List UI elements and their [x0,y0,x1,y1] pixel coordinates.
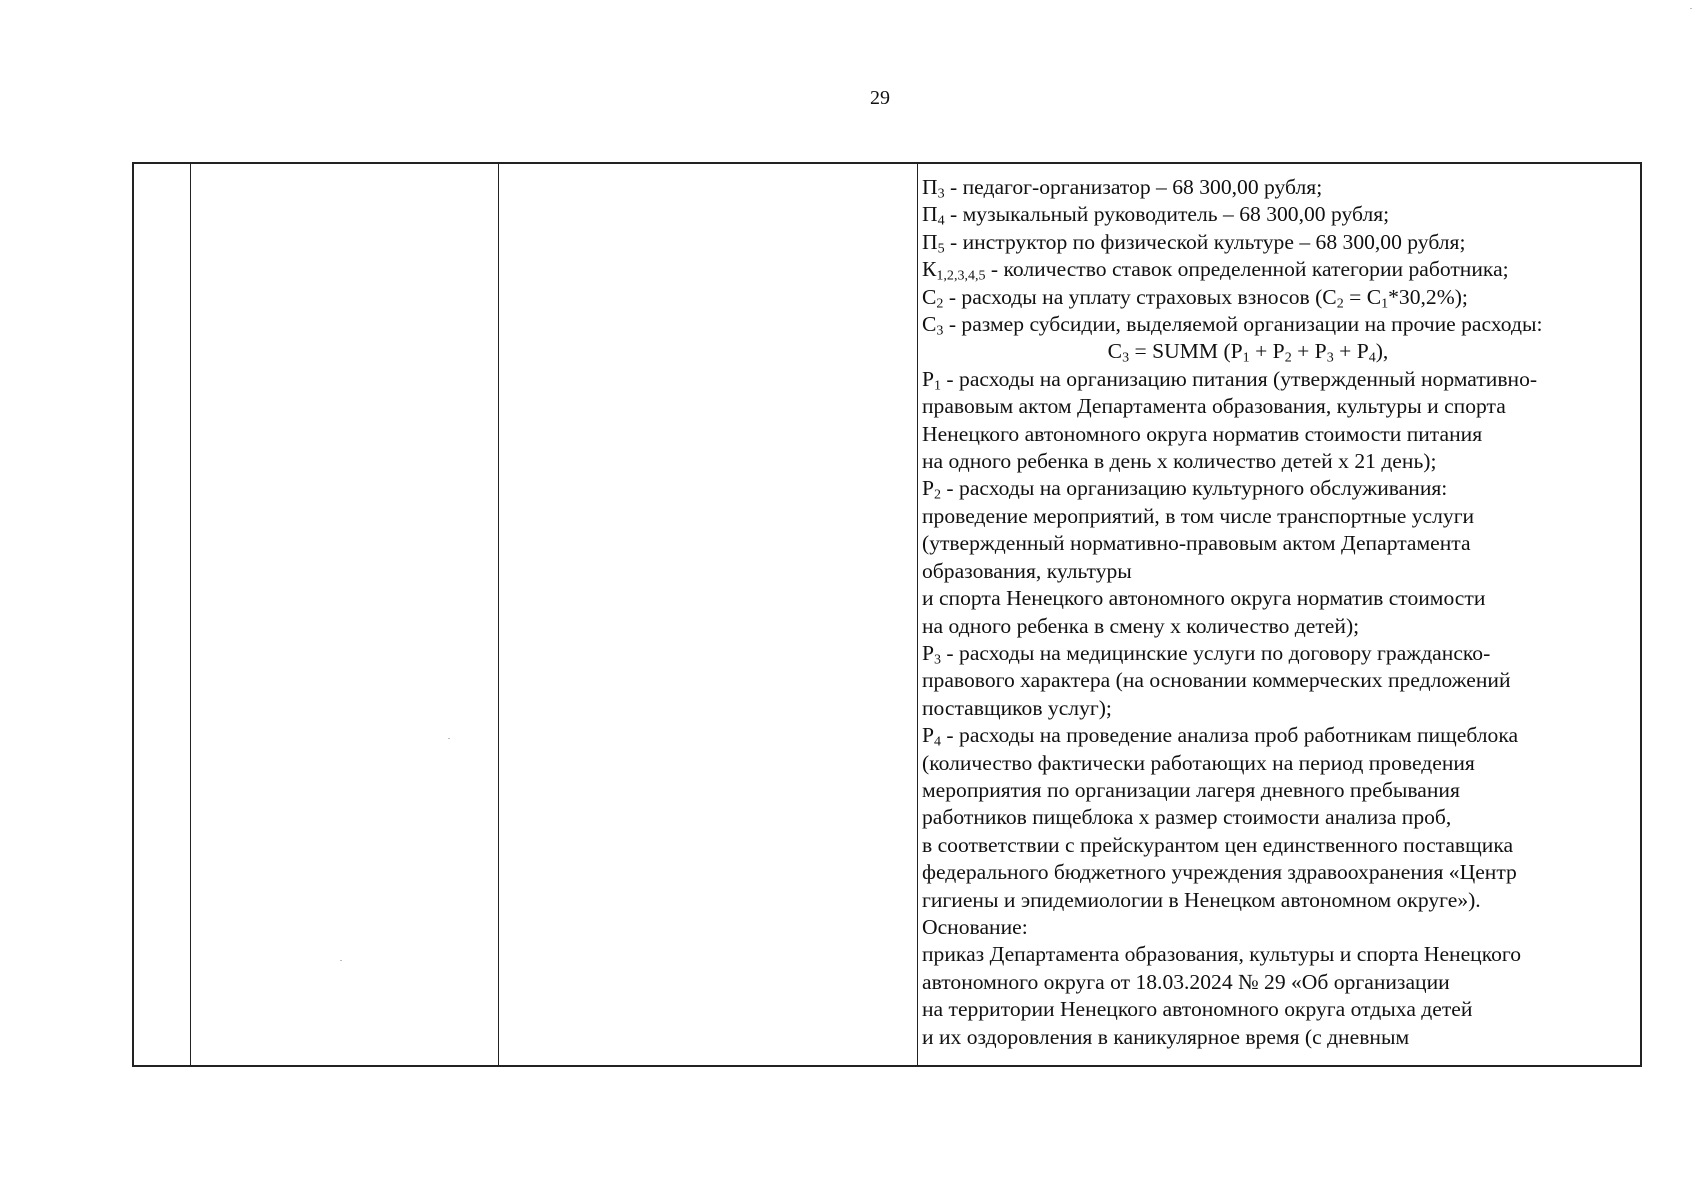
text-line [922,695,1634,722]
subscript-index: 1 [1381,295,1389,312]
text-line [922,475,1634,502]
text-fragment: - педагог-организатор – 68 300,00 рубля; [944,175,1323,199]
text-fragment: - расходы на уплату страховых взносов (С [943,284,1337,309]
scan-speck [1690,8,1692,9]
subscript-index: 3 [934,651,942,668]
column-divider-2 [498,164,499,1065]
text-fragment: правового характера (на основании коммерческих предложений [922,668,1511,693]
text-fragment: Р [922,476,935,501]
text-fragment: - расходы на организацию культурного обслуживания: [941,476,1448,501]
text-line [922,722,1634,749]
subscript-index: 1 [1242,349,1250,366]
text-fragment: - расходы на проведение анализа проб работникам пищеблока [941,723,1519,748]
text-line [922,201,1634,228]
text-fragment: федерального бюджетного учреждения здравоохранения «Центр [922,860,1517,885]
text-line [922,914,1634,941]
subscript-index: 1 [934,377,942,394]
text-fragment: - количество ставок определенной категории работника; [985,257,1509,282]
text-fragment: поставщиков услуг); [922,695,1112,720]
text-line [922,284,1634,311]
text-line [922,640,1634,667]
text-fragment: + Р [1333,339,1369,364]
text-line [922,996,1634,1023]
subscript-index: 4 [937,212,945,229]
text-fragment: Р [922,723,935,748]
text-fragment: - размер субсидии, выделяемой организации на прочие расходы: [943,312,1543,337]
subscript-index: 4 [1368,349,1376,366]
text-fragment: на одного ребенка в день х количество детей х 21 день); [922,449,1437,474]
text-fragment: П [922,175,938,199]
subscript-index: 4 [934,733,942,750]
text-fragment: - расходы на медицинские услуги по договору гражданско- [941,640,1491,665]
text-fragment: в соответствии с прейскурантом цен единственного поставщика [922,832,1514,857]
text-fragment: П [922,229,938,254]
text-fragment: С [922,312,937,337]
text-line [922,174,1634,201]
text-line [922,256,1634,283]
text-line [922,750,1634,777]
text-fragment: и их оздоровления в каникулярное время (с дневным [922,1024,1410,1049]
text-fragment: - инструктор по физической культуре – 68 300,00 рубля; [944,229,1466,254]
text-line [922,421,1634,448]
text-fragment: приказ Департамента образования, культуры и спорта Ненецкого [922,942,1522,967]
page-number: 29 [870,87,890,109]
subscript-index: 3 [1326,349,1334,366]
text-line [922,941,1634,968]
text-fragment: П [922,202,938,227]
text-fragment: проведение мероприятий, в том числе транспортные услуги [922,503,1475,528]
subscript-index: 2 [1284,349,1292,366]
text-line [922,503,1634,530]
text-line [922,804,1634,831]
text-fragment: автономного округа от 18.03.2024 № 29 «Об организации [922,969,1450,994]
text-fragment: гигиены и эпидемиологии в Ненецком автономном округе»). [922,887,1481,912]
subscript-index: 2 [934,486,942,503]
text-fragment: на одного ребенка в смену х количество детей); [922,613,1360,638]
subscript-index: 2 [936,295,944,312]
text-fragment: - расходы на организацию питания (утвержденный нормативно- [941,366,1538,391]
document-table [132,162,1642,1067]
text-fragment: и спорта Ненецкого автономного округа норматив стоимости [922,586,1486,611]
text-fragment: мероприятия по организации лагеря дневного пребывания [922,777,1460,802]
text-fragment: *30,2%); [1388,284,1468,309]
text-line [922,969,1634,996]
text-line [922,613,1634,640]
subscript-index: 3 [937,185,945,202]
text-line [922,448,1634,475]
text-line [922,585,1634,612]
text-fragment: правовым актом Департамента образования, культуры и спорта [922,394,1506,419]
subscript-index: 5 [937,240,945,257]
text-fragment: Р [922,640,935,665]
scan-speck [448,738,450,739]
scan-speck [340,960,342,961]
text-fragment: = SUMM (Р [1129,339,1243,364]
text-fragment: С [1107,339,1123,364]
text-line [922,393,1634,420]
text-line [922,1024,1634,1051]
text-fragment: на территории Ненецкого автономного округа отдыха детей [922,997,1473,1022]
subscript-index: 1,2,3,4,5 [936,267,986,284]
text-fragment: Р [922,366,935,391]
text-fragment: (количество фактически работающих на период проведения [922,750,1475,775]
text-fragment: + Р [1249,339,1285,364]
text-line [922,530,1634,557]
table-cell-text [922,174,1634,1051]
text-line [922,366,1634,393]
text-fragment: образования, культуры [922,558,1132,583]
column-divider-3 [917,164,918,1065]
text-line [922,558,1634,585]
text-fragment: Основание: [922,914,1028,939]
subscript-index: 3 [1122,349,1130,366]
text-fragment: (утвержденный нормативно-правовым актом Департамента [922,531,1471,556]
text-fragment: - музыкальный руководитель – 68 300,00 рубля; [944,202,1390,227]
text-fragment: + Р [1291,339,1327,364]
text-line [922,777,1634,804]
text-fragment: Ненецкого автономного округа норматив стоимости питания [922,421,1483,446]
subscript-index: 3 [936,322,944,339]
text-line [922,859,1634,886]
subscript-index: 2 [1336,295,1344,312]
text-line [922,338,1634,365]
text-line [922,832,1634,859]
text-fragment: работников пищеблока х размер стоимости анализа проб, [922,805,1452,830]
text-fragment: С [922,284,937,309]
text-fragment: К [922,257,937,282]
text-line [922,667,1634,694]
text-fragment: ), [1375,339,1389,364]
text-fragment: = С [1343,284,1382,309]
text-line [922,311,1634,338]
text-line [922,887,1634,914]
text-line [922,229,1634,256]
column-divider-1 [190,164,191,1065]
